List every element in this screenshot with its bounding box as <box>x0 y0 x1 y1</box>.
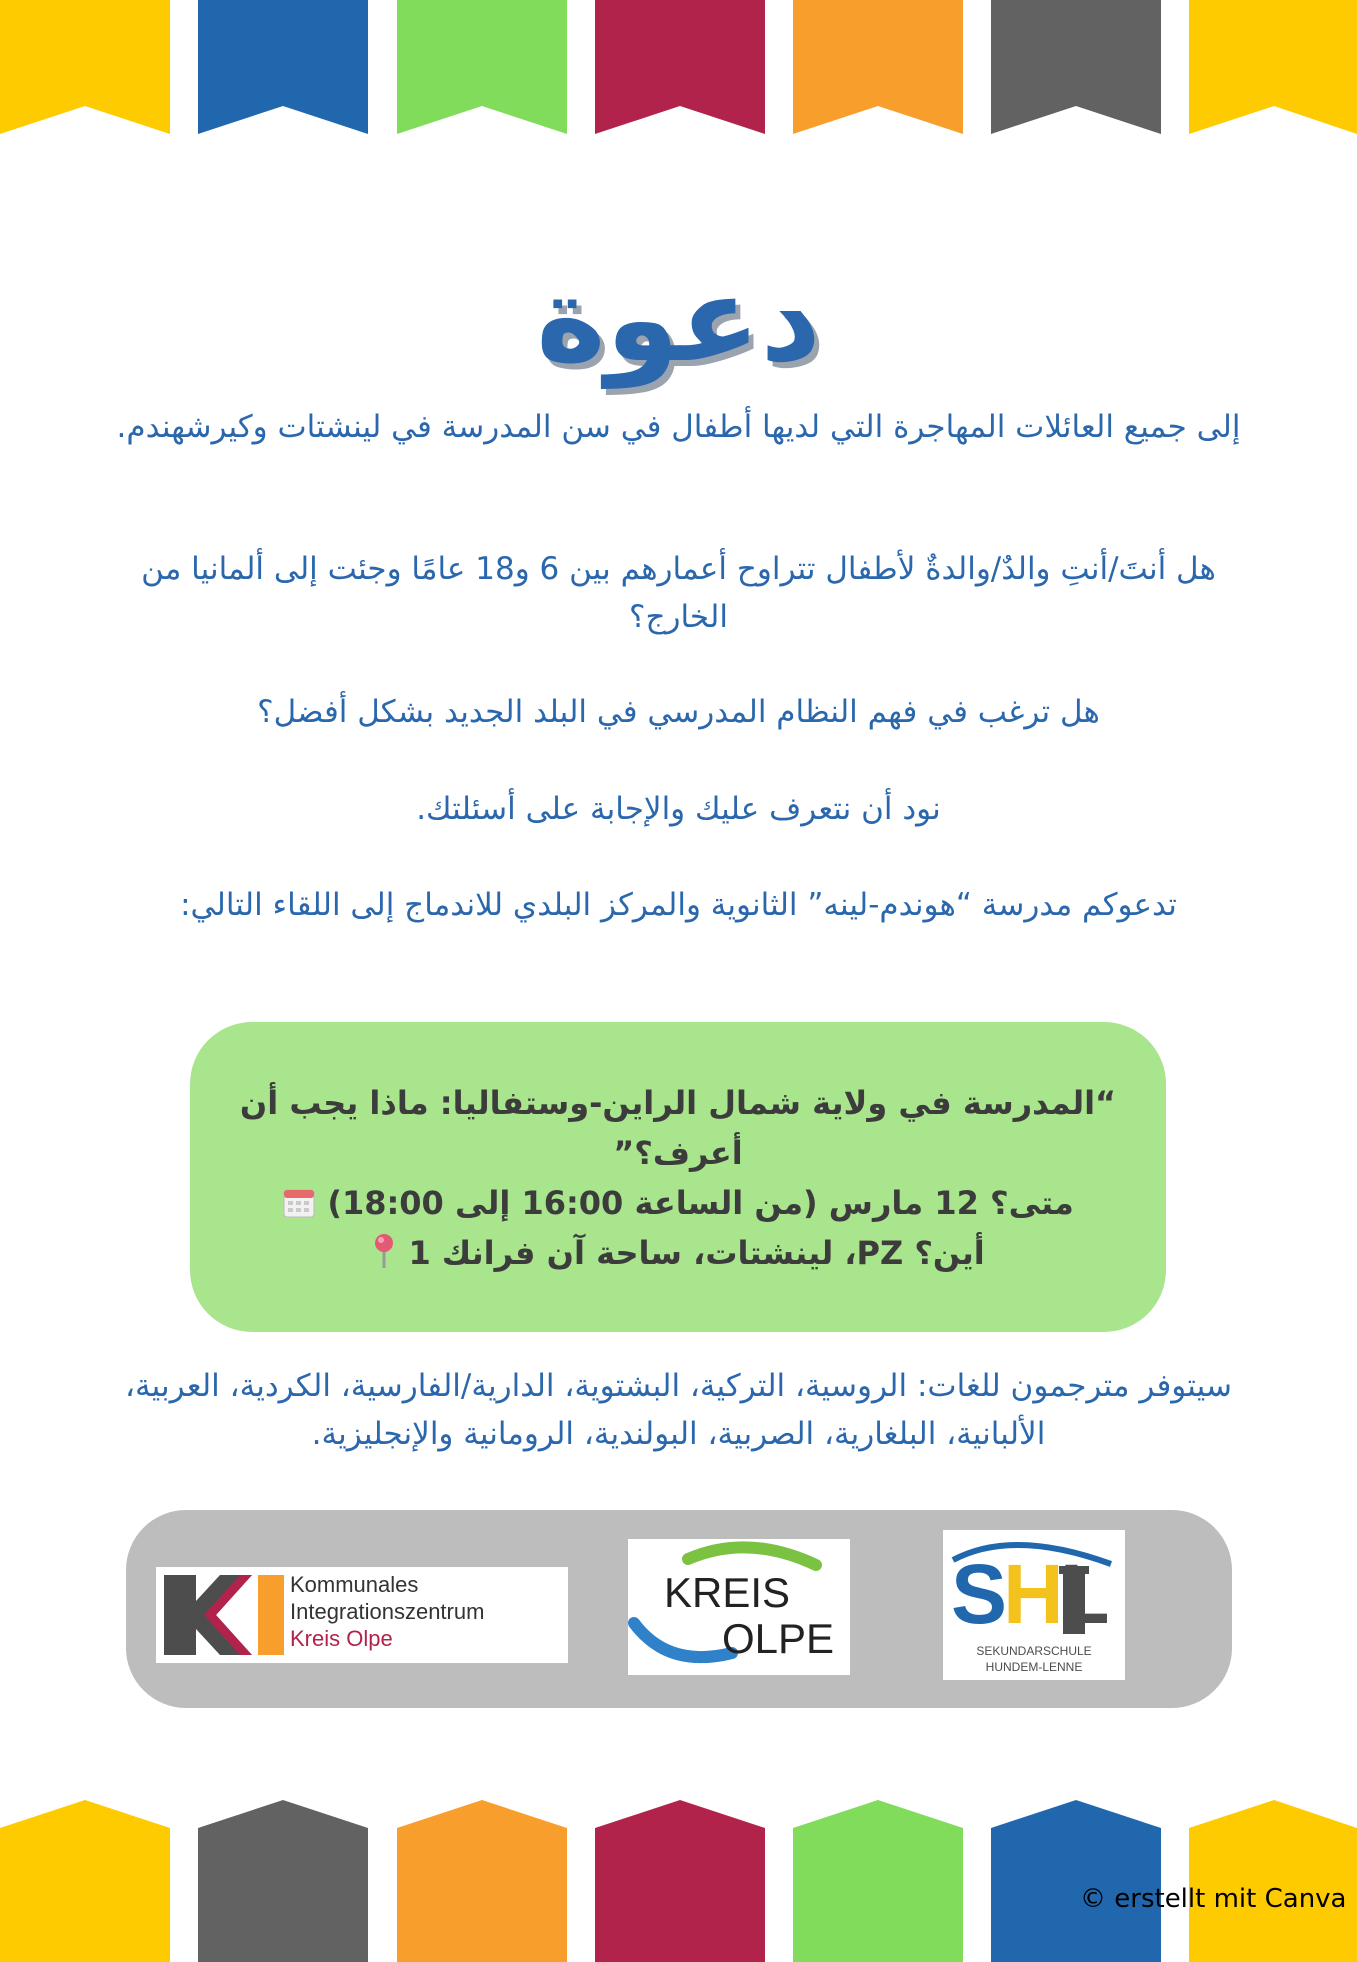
event-where <box>230 1228 1126 1280</box>
kreis-logo-line2: OLPE <box>722 1615 835 1662</box>
flag-orange <box>793 0 963 134</box>
flag-gray <box>198 1800 368 1962</box>
event-box <box>190 1022 1166 1332</box>
flag-blue <box>198 0 368 134</box>
flag-crimson <box>595 1800 765 1962</box>
event-title: “المدرسة في ولاية شمال الراين-وستفاليا: ماذا يجب أن أعرف؟” <box>239 1084 1117 1172</box>
canva-credit: © erstellt mit Canva <box>1080 1884 1347 1914</box>
interpreters-text: سيتوفر مترجمون للغات: الروسية، التركية، البشتوية، الدارية/الفارسية، الكردية، العربية، الألبانية، البلغارية، الصربية، البولندية، الرومانية والإنجليزية. <box>125 1368 1232 1452</box>
flag-yellow <box>0 1800 170 1962</box>
flag-gray <box>991 0 1161 134</box>
flag-crimson <box>595 0 765 134</box>
invite-line: تدعوكم مدرسة “هوندم-لينه” الثانوية والمركز البلدي للاندماج إلى اللقاء التالي: <box>180 887 1177 923</box>
statement: نود أن نتعرف عليك والإجابة على أسئلتك. <box>416 791 941 827</box>
flag-yellow <box>0 0 170 134</box>
flag-yellow-right <box>1189 0 1357 134</box>
event-when-text: متى؟ 12 مارس (من الساعة 16:00 إلى 18:00) <box>327 1184 1074 1222</box>
shl-logo-letters <box>951 1547 1107 1641</box>
ki-logo-line1: Kommunales <box>290 1572 419 1597</box>
flag-green <box>397 0 567 134</box>
flag-orange <box>397 1800 567 1962</box>
shl-logo <box>943 1530 1125 1680</box>
ki-logo-line3: Kreis Olpe <box>290 1626 393 1651</box>
event-when <box>230 1178 1126 1230</box>
event-where-text: أين؟ PZ، لينشتات، ساحة آن فرانك 1 <box>408 1234 985 1272</box>
page-title: دعوة <box>536 250 821 389</box>
ki-logo <box>156 1567 568 1663</box>
flag-green <box>793 1800 963 1962</box>
ki-logo-line2: Integrationszentrum <box>290 1599 485 1624</box>
flag-yellow-right <box>1189 1800 1357 1962</box>
shl-letters: SHL <box>951 1547 1107 1641</box>
kreis-olpe-logo <box>628 1539 850 1675</box>
intro-text: إلى جميع العائلات المهاجرة التي لديها أطفال في سن المدرسة في لينشتات وكيرشهندم. <box>116 409 1241 445</box>
shl-logo-line2: HUNDEM-LENNE <box>985 1660 1083 1674</box>
flag-blue <box>991 1800 1161 1962</box>
bottom-flag-banner <box>0 1782 1357 1962</box>
calendar-icon <box>282 1187 316 1222</box>
logo-bar <box>126 1510 1232 1708</box>
kreis-logo-line1: KREIS <box>664 1569 791 1616</box>
top-flag-banner <box>0 0 1357 180</box>
question-1: هل أنتَ/أنتِ والدٌ/والدةٌ لأطفال تتراوح أعمارهم بين 6 و18 عامًا وجئت إلى ألمانيا من الخارج؟ <box>141 551 1216 635</box>
pin-icon <box>371 1237 397 1272</box>
question-2: هل ترغب في فهم النظام المدرسي في البلد الجديد بشكل أفضل؟ <box>257 694 1100 730</box>
shl-logo-line1: SEKUNDARSCHULE <box>976 1644 1092 1658</box>
